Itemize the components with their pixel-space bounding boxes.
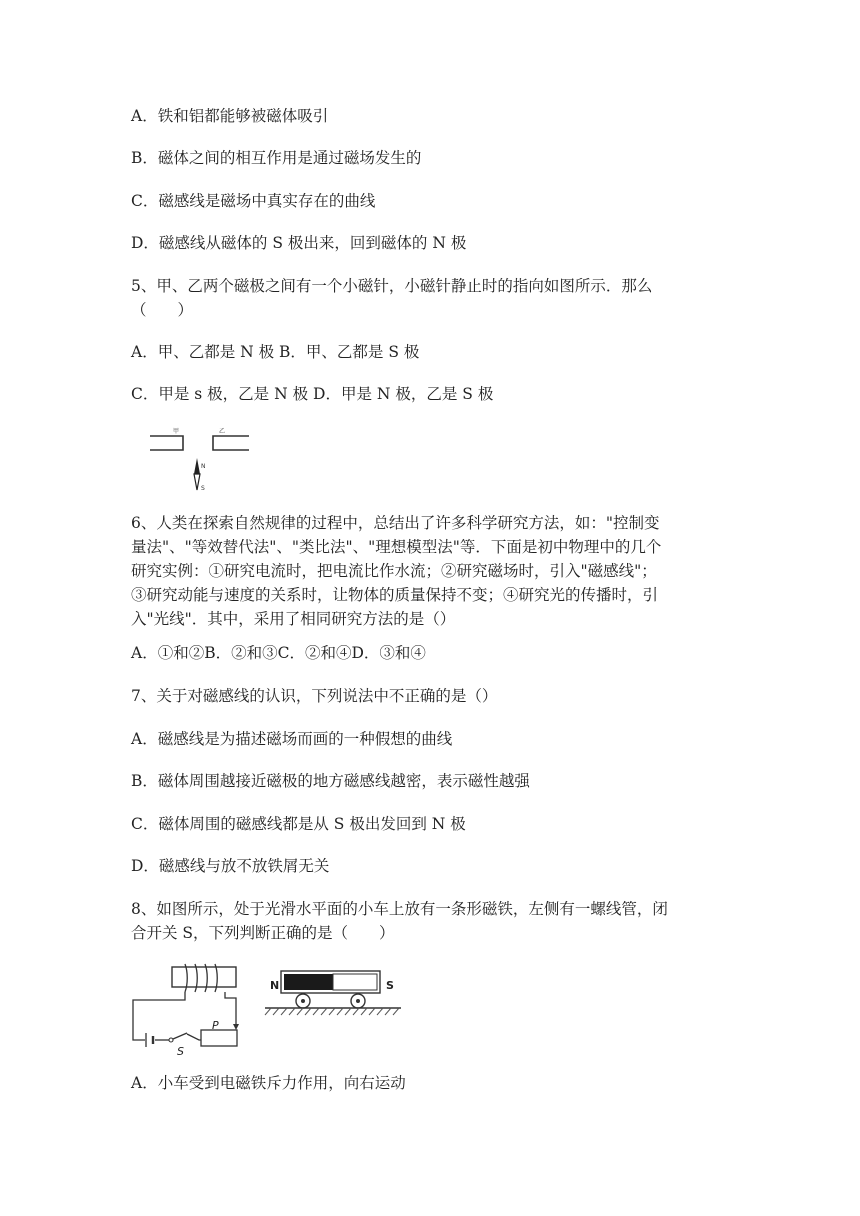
- q7-option-b: B．磁体周围越接近磁极的地方磁感线越密，表示磁性越强: [131, 772, 530, 790]
- left-magnet-pole: [150, 436, 183, 450]
- left-pole-label: 甲: [173, 428, 180, 435]
- needle-south-half: [194, 474, 200, 490]
- magnet-north-half: [284, 974, 333, 990]
- q5-options-ab: A．甲、乙都是 N 极 B．甲、乙都是 S 极: [131, 343, 420, 361]
- q6-stem-line3: 研究实例：①研究电流时，把电流比作水流；②研究磁场时，引入"磁感线"；: [131, 562, 657, 580]
- q6-options: A．①和②B．②和③C．②和④D．③和④: [131, 644, 426, 662]
- q8-figure: [125, 962, 410, 1056]
- q7-option-d: D．磁感线与放不放铁屑无关: [131, 857, 330, 875]
- right-magnet-pole: [213, 436, 249, 450]
- q6-stem-line4: ③研究动能与速度的关系时，让物体的质量保持不变；④研究光的传播时，引: [131, 586, 659, 604]
- magnet-south-half: [333, 974, 377, 990]
- q8-stem-line2: 合开关 S，下列判断正确的是（ ）: [131, 924, 395, 942]
- q7-option-c: C．磁体周围的磁感线都是从 S 极出发回到 N 极: [131, 815, 466, 833]
- rheostat: [201, 1030, 237, 1046]
- rheostat-slider: [233, 1024, 239, 1030]
- needle-north-half: [194, 458, 200, 474]
- q4-option-c: C．磁感线是磁场中真实存在的曲线: [131, 192, 376, 210]
- q8-option-a: A．小车受到电磁铁斥力作用，向右运动: [131, 1074, 406, 1092]
- rheostat-label: P: [212, 1019, 219, 1032]
- switch-label: S: [177, 1045, 184, 1056]
- q5-options-cd: C．甲是 s 极，乙是 N 极 D．甲是 N 极，乙是 S 极: [131, 385, 494, 403]
- q4-option-d: D．磁感线从磁体的 S 极出来，回到磁体的 N 极: [131, 234, 467, 252]
- solenoid-core: [172, 967, 236, 987]
- q4-option-b: B．磁体之间的相互作用是通过磁场发生的: [131, 149, 422, 167]
- q8-stem-line1: 8、如图所示，处于光滑水平面的小车上放有一条形磁铁，左侧有一螺线管，闭: [131, 900, 668, 918]
- magnet-north-label: N: [270, 979, 280, 992]
- needle-north-label: N: [201, 463, 206, 470]
- q6-stem-line5: 入"光线"．其中，采用了相同研究方法的是（）: [131, 610, 456, 628]
- q6-stem-line2: 量法"、"等效替代法"、"类比法"、"理想模型法"等．下面是初中物理中的几个: [131, 538, 662, 556]
- q7-option-a: A．磁感线是为描述磁场而画的一种假想的曲线: [131, 730, 453, 748]
- needle-south-label: S: [201, 485, 205, 492]
- q7-stem: 7、关于对磁感线的认识，下列说法中不正确的是（）: [131, 687, 498, 705]
- battery: [146, 1033, 153, 1047]
- right-pole-label: 乙: [219, 428, 226, 435]
- switch-lever: [173, 1033, 187, 1039]
- q5-figure: [145, 424, 255, 494]
- q5-stem-line1: 5、甲、乙两个磁极之间有一个小磁针，小磁针静止时的指向如图所示．那么: [131, 277, 653, 295]
- q4-option-a: A．铁和铝都能够被磁体吸引: [131, 107, 329, 125]
- magnet-south-label: S: [386, 979, 394, 992]
- switch-pivot: [169, 1038, 173, 1042]
- q6-stem-line1: 6、人类在探索自然规律的过程中，总结出了许多科学研究方法，如："控制变: [131, 514, 660, 532]
- ground-hatching: [265, 1008, 399, 1015]
- q5-stem-line2: （ ）: [131, 301, 194, 319]
